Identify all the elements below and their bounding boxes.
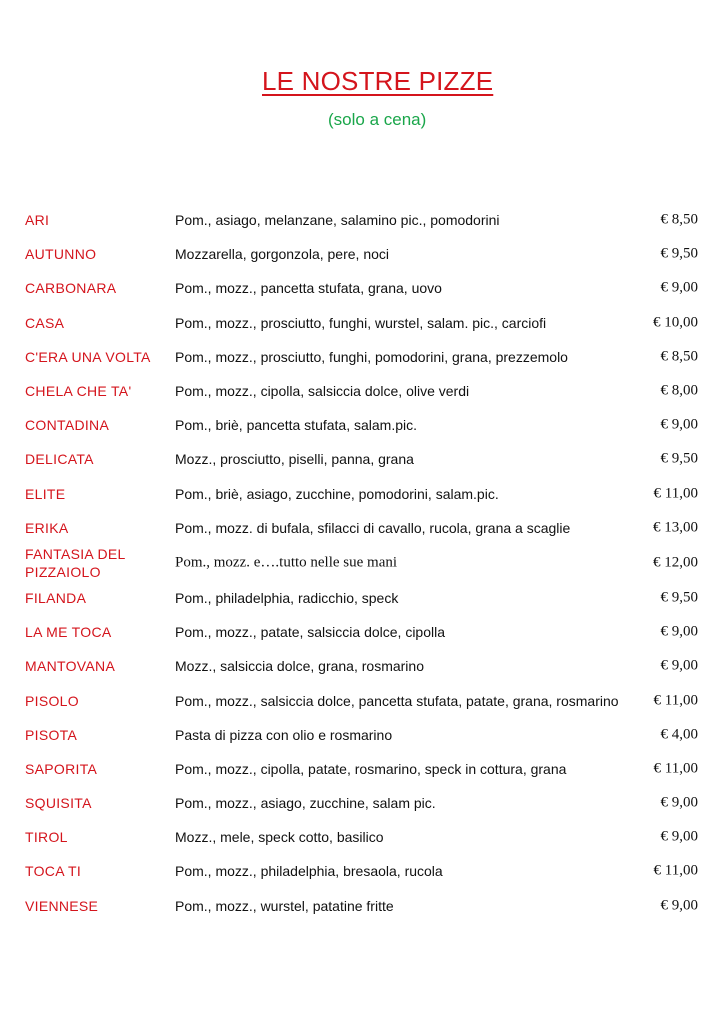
- pizza-row: [0, 683, 724, 717]
- pizza-name: DELICATA: [25, 451, 94, 468]
- pizza-price: € 8,00: [660, 382, 698, 399]
- page-subtitle: (solo a cena): [328, 110, 427, 129]
- pizza-price: € 9,00: [660, 623, 698, 640]
- pizza-description: Pom., mozz., cipolla, patate, rosmarino, speck in cottura, grana: [175, 760, 567, 777]
- pizza-price: € 9,00: [660, 657, 698, 674]
- pizza-row: [0, 581, 724, 615]
- pizza-description: Pom., mozz. di bufala, sfilacci di cavallo, rucola, grana a scaglie: [175, 519, 571, 536]
- pizza-price: € 11,00: [653, 760, 698, 777]
- pizza-description: Pom., mozz., asiago, zucchine, salam pic.: [175, 795, 436, 812]
- pizza-name: ARI: [25, 212, 50, 229]
- pizza-row: [0, 786, 724, 820]
- pizza-description: Mozzarella, gorgonzola, pere, noci: [175, 246, 390, 263]
- pizza-row: [0, 718, 724, 752]
- pizza-price: € 9,50: [660, 589, 698, 606]
- pizza-row: [0, 545, 724, 581]
- pizza-row: [0, 306, 724, 340]
- pizza-price: € 9,50: [660, 450, 698, 467]
- pizza-row: [0, 442, 724, 476]
- pizza-description: Pom., philadelphia, radicchio, speck: [175, 589, 399, 606]
- pizza-name: ELITE: [25, 485, 66, 502]
- pizza-name: LA ME TOCA: [25, 624, 112, 641]
- pizza-price: € 12,00: [653, 554, 698, 571]
- pizza-description: Mozz., prosciutto, piselli, panna, grana: [175, 451, 414, 468]
- pizza-name: FILANDA: [25, 589, 87, 606]
- pizza-description: Pasta di pizza con olio e rosmarino: [175, 726, 393, 743]
- pizza-row: [0, 854, 724, 888]
- pizza-price: € 9,00: [660, 279, 698, 296]
- pizza-description: Pom., mozz., salsiccia dolce, pancetta stufata, patate, grana, rosmarino: [175, 692, 619, 709]
- pizza-name: CASA: [25, 314, 65, 331]
- pizza-name: FANTASIA DEL PIZZAIOLO: [25, 545, 126, 580]
- pizza-name: CONTADINA: [25, 417, 110, 434]
- pizza-row: [0, 374, 724, 408]
- pizza-description: Pom., mozz., philadelphia, bresaola, rucola: [175, 863, 443, 880]
- pizza-menu-list: [0, 203, 724, 923]
- pizza-name: PISOTA: [25, 726, 78, 743]
- pizza-description: Pom., asiago, melanzane, salamino pic., pomodorini: [175, 212, 500, 229]
- pizza-name: SQUISITA: [25, 795, 92, 812]
- pizza-price: € 8,50: [660, 348, 698, 365]
- pizza-price: € 11,00: [653, 862, 698, 879]
- pizza-name: SAPORITA: [25, 760, 98, 777]
- pizza-price: € 4,00: [660, 726, 698, 743]
- pizza-price: € 9,00: [660, 416, 698, 433]
- pizza-price: € 9,00: [660, 794, 698, 811]
- pizza-price: € 9,00: [660, 828, 698, 845]
- pizza-row: [0, 615, 724, 649]
- pizza-name: CHELA CHE TA': [25, 383, 132, 400]
- pizza-description: Mozz., salsiccia dolce, grana, rosmarino: [175, 658, 424, 675]
- pizza-row: [0, 477, 724, 511]
- pizza-description: Pom., mozz., pancetta stufata, grana, uovo: [175, 280, 442, 297]
- pizza-description: Pom., mozz., prosciutto, funghi, wurstel, salam. pic., carciofi: [175, 314, 547, 331]
- pizza-description: Pom., briè, asiago, zucchine, pomodorini, salam.pic.: [175, 485, 499, 502]
- pizza-description: Pom., mozz., patate, salsiccia dolce, cipolla: [175, 624, 446, 641]
- pizza-name: VIENNESE: [25, 897, 99, 914]
- pizza-price: € 9,00: [660, 897, 698, 914]
- pizza-price: € 11,00: [653, 692, 698, 709]
- pizza-row: [0, 889, 724, 923]
- pizza-name: AUTUNNO: [25, 246, 97, 263]
- pizza-description: Pom., mozz., cipolla, salsiccia dolce, olive verdi: [175, 383, 470, 400]
- pizza-description: Pom., mozz., wurstel, patatine fritte: [175, 897, 394, 914]
- pizza-row: [0, 340, 724, 374]
- pizza-price: € 10,00: [653, 314, 698, 331]
- pizza-price: € 13,00: [653, 519, 698, 536]
- pizza-name: TOCA TI: [25, 863, 82, 880]
- pizza-description: Mozz., mele, speck cotto, basilico: [175, 829, 384, 846]
- pizza-row: [0, 237, 724, 271]
- pizza-name: C'ERA UNA VOLTA: [25, 348, 151, 365]
- pizza-description: Pom., mozz. e….tutto nelle sue mani: [175, 554, 398, 571]
- page-title: LE NOSTRE PIZZE: [262, 66, 494, 96]
- pizza-row: [0, 511, 724, 545]
- pizza-row: [0, 271, 724, 305]
- pizza-name: CARBONARA: [25, 280, 117, 297]
- pizza-price: € 8,50: [660, 211, 698, 228]
- pizza-name: ERIKA: [25, 519, 69, 536]
- pizza-name: PISOLO: [25, 692, 79, 709]
- pizza-description: Pom., mozz., prosciutto, funghi, pomodorini, grana, prezzemolo: [175, 348, 568, 365]
- pizza-name: TIROL: [25, 829, 68, 846]
- pizza-row: [0, 649, 724, 683]
- pizza-description: Pom., briè, pancetta stufata, salam.pic.: [175, 417, 418, 434]
- pizza-price: € 9,50: [660, 245, 698, 262]
- pizza-name: MANTOVANA: [25, 658, 116, 675]
- pizza-row: [0, 408, 724, 442]
- pizza-row: [0, 752, 724, 786]
- pizza-row: [0, 820, 724, 854]
- pizza-price: € 11,00: [653, 485, 698, 502]
- pizza-row: [0, 203, 724, 237]
